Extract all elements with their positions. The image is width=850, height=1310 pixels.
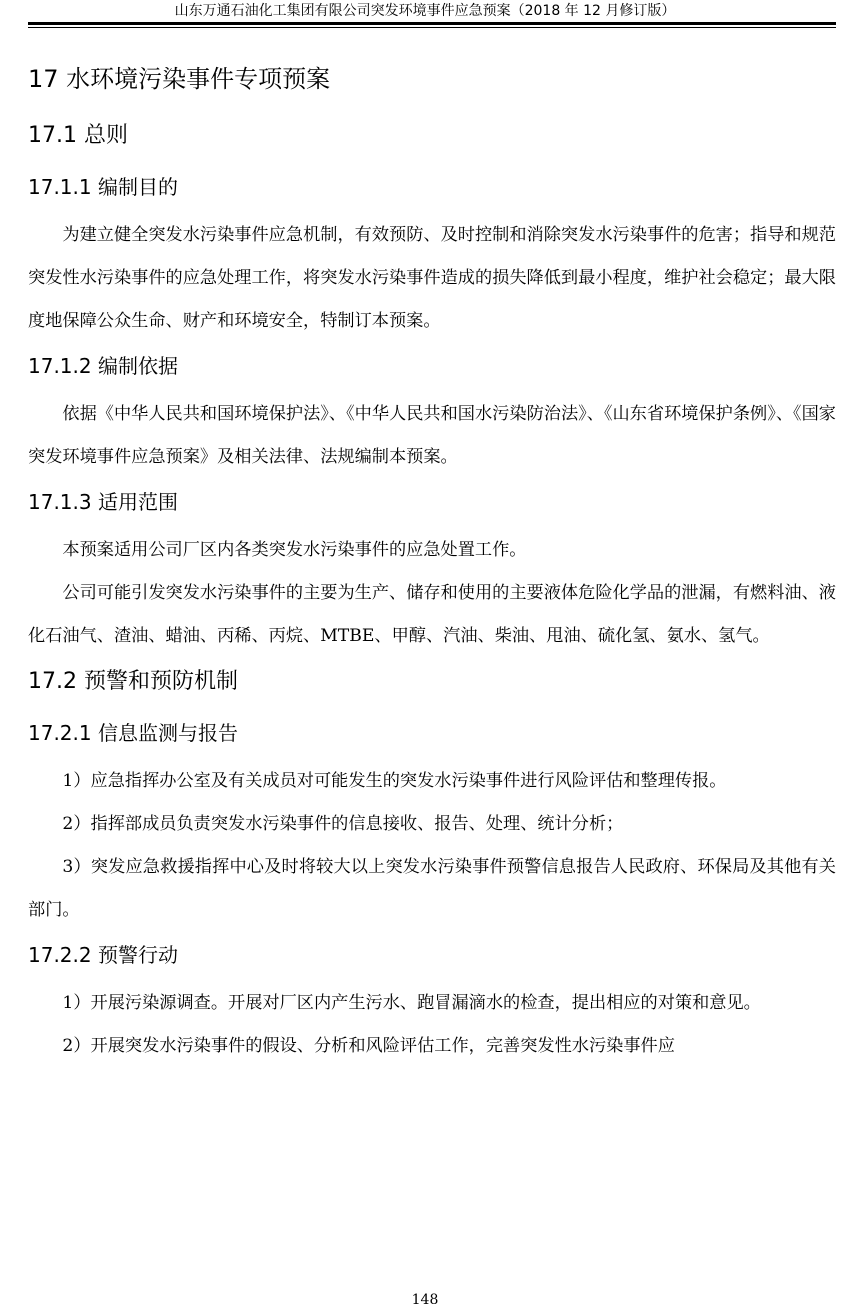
paragraph-purpose: 为建立健全突发水污染事件应急机制，有效预防、及时控制和消除突发水污染事件的危害；指导和规范突发性水污染事件的应急处理工作，将突发水污染事件造成的损失降低到最小程度，维护社会稳定；最大限度地保障公众生命、财产和环境安全，特制订本预案。 bbox=[28, 225, 836, 331]
section-heading-warning: 17.2 预警和预防机制 bbox=[28, 669, 238, 694]
paragraph-warning-action-2: 2）开展突发水污染事件的假设、分析和风险评估工作，完善突发性水污染事件应 bbox=[62, 1036, 675, 1056]
subsection-heading-warning-actions: 17.2.2 预警行动 bbox=[28, 943, 178, 967]
paragraph-monitoring-3: 3）突发应急救援指挥中心及时将较大以上突发水污染事件预警信息报告人民政府、环保局及其他有关部门。 bbox=[28, 857, 836, 920]
subsection-heading-scope: 17.1.3 适用范围 bbox=[28, 490, 178, 514]
document-body bbox=[28, 62, 836, 1068]
paragraph-monitoring-2: 2）指挥部成员负责突发水污染事件的信息接收、报告、处理、统计分析； bbox=[62, 814, 624, 834]
paragraph-monitoring-1: 1）应急指挥办公室及有关成员对可能发生的突发水污染事件进行风险评估和整理传报。 bbox=[62, 771, 727, 791]
section-heading-general: 17.1 总则 bbox=[28, 123, 128, 148]
page-number: 148 bbox=[411, 1292, 439, 1308]
chapter-heading: 17 水环境污染事件专项预案 bbox=[28, 65, 331, 93]
header-rule-thin bbox=[28, 27, 836, 28]
paragraph-scope-1: 本预案适用公司厂区内各类突发水污染事件的应急处置工作。 bbox=[62, 540, 527, 560]
header-rule-thick bbox=[28, 22, 836, 25]
paragraph-basis: 依据《中华人民共和国环境保护法》、《中华人民共和国水污染防治法》、《山东省环境保护条例》、《国家突发环境事件应急预案》及相关法律、法规编制本预案。 bbox=[28, 404, 836, 467]
paragraph-scope-2: 公司可能引发突发水污染事件的主要为生产、储存和使用的主要液体危险化学品的泄漏，有燃料油、液化石油气、渣油、蜡油、丙稀、丙烷、MTBE、甲醇、汽油、柴油、甩油、硫化氢、氨水、氢气。 bbox=[28, 583, 836, 646]
subsection-heading-purpose: 17.1.1 编制目的 bbox=[28, 175, 178, 199]
subsection-heading-basis: 17.1.2 编制依据 bbox=[28, 354, 178, 378]
paragraph-warning-action-1: 1）开展污染源调查。开展对厂区内产生污水、跑冒漏滴水的检查，提出相应的对策和意见。 bbox=[62, 993, 761, 1013]
subsection-heading-monitoring: 17.2.1 信息监测与报告 bbox=[28, 721, 238, 745]
running-header: 山东万通石油化工集团有限公司突发环境事件应急预案（2018 年 12 月修订版） bbox=[174, 3, 676, 19]
